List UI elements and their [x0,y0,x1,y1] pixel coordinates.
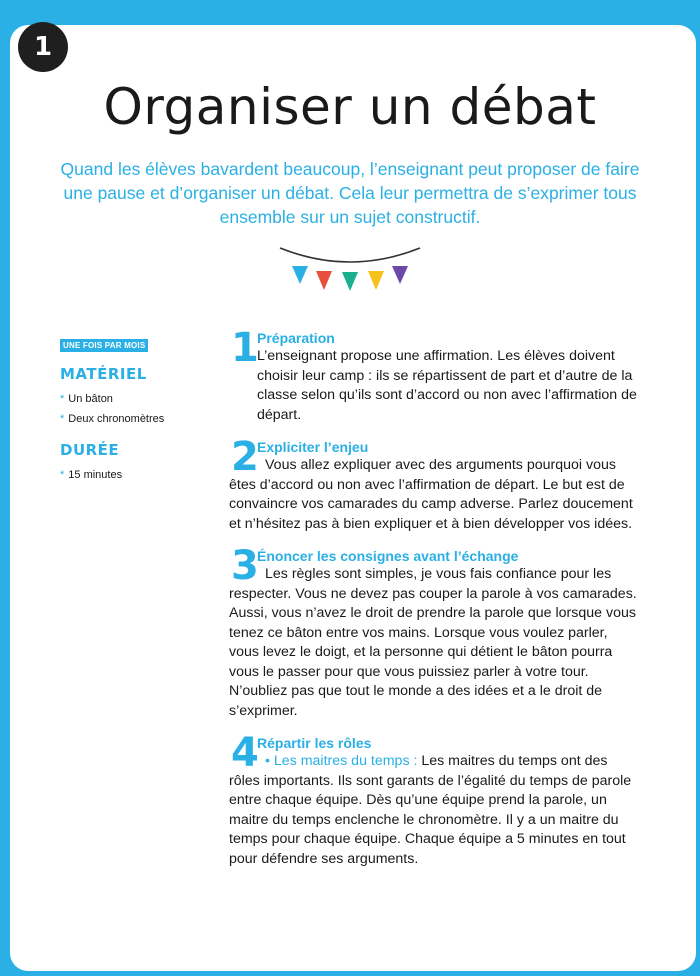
materiel-heading: MATÉRIEL [60,365,147,383]
intro-text: Quand les élèves bavardent beaucoup, l’enseignant peut proposer de faire une pause et d’organiser un débat. Cela leur permettra de s’exprimer tous ensemble sur un sujet constructif. [60,159,640,227]
asterisk-icon: * [60,469,65,481]
page-title: Organiser un débat [103,78,597,136]
step-number: 4 [231,730,259,776]
garland-flag [292,266,308,284]
step-3 [229,543,639,721]
duree-heading: DURÉE [60,441,120,459]
list-item: * Deux chronomètres [60,413,165,425]
duree-list [60,465,200,485]
step-2 [229,434,639,534]
step-number: 1 [231,325,259,371]
frequency-badge: UNE FOIS PAR MOIS [60,339,148,352]
step-number: 3 [231,543,259,589]
bunting-garland-icon [278,242,422,294]
garland-flag [342,272,358,291]
step-text: Vous allez expliquer avec des arguments pourquoi vous êtes d’accord ou non avec l’affirmation de départ. Le but est de convaincre vos camarades du camp adverse. Parlez doucement et n’hésitez pas à bien expliquer et à bien développer vos idées. [229,457,633,532]
step-text [229,752,639,869]
step-title: Expliciter l’enjeu [257,439,369,455]
step-4 [229,730,639,869]
step-title: Énoncer les consignes avant l’échange [257,548,519,564]
materiel-list [60,389,200,429]
step-title: Répartir les rôles [257,735,372,751]
step-number: 2 [231,434,259,480]
asterisk-icon: * [60,413,65,425]
step-text: L’enseignant propose une affirmation. Les élèves doivent choisir leur camp : ils se répartissent de part et d’autre de la classe selon qu’ils sont d’accord ou non avec l’affirmation de départ. [257,348,637,423]
garland-flag [392,266,408,284]
asterisk-icon: * [60,393,65,405]
step-text: Les règles sont simples, je vous fais confiance pour les respecter. Vous ne devez pas couper la parole à vos camarades. Aussi, vous n’avez le droit de prendre la parole que lorsque vous tenez ce bâton entre vos mains. Lorsque vous voulez parler, vous levez le doigt, et la personne qui détient le bâton pourra vous le passer pour que vous puissiez parler à votre tour. N’oubliez pas que tout le monde a des idées et a le droit de s’exprimer. [229,566,637,719]
step-1 [229,325,639,425]
role-text: Les maitres du temps ont des rôles importants. Ils sont garants de l’égalité du temps de parole entre chaque équipe. Dès qu’une équipe prend la parole, un maitre du temps enclenche le chronomètre. Il y a un maitre du temps pour chaque équipe. Chaque équipe a 5 minutes en tout pour défendre ses arguments. [229,753,632,867]
sidebar [60,335,200,485]
list-item: * Un bâton [60,393,113,405]
role-label: • Les maitres du temps : [265,753,418,769]
garland-flag [316,271,332,290]
list-item: * 15 minutes [60,469,123,481]
garland-flag [368,271,384,290]
step-title: Préparation [257,330,335,346]
steps-column [229,325,639,869]
page-number-badge: 1 [18,22,68,72]
garland-string [280,248,420,262]
